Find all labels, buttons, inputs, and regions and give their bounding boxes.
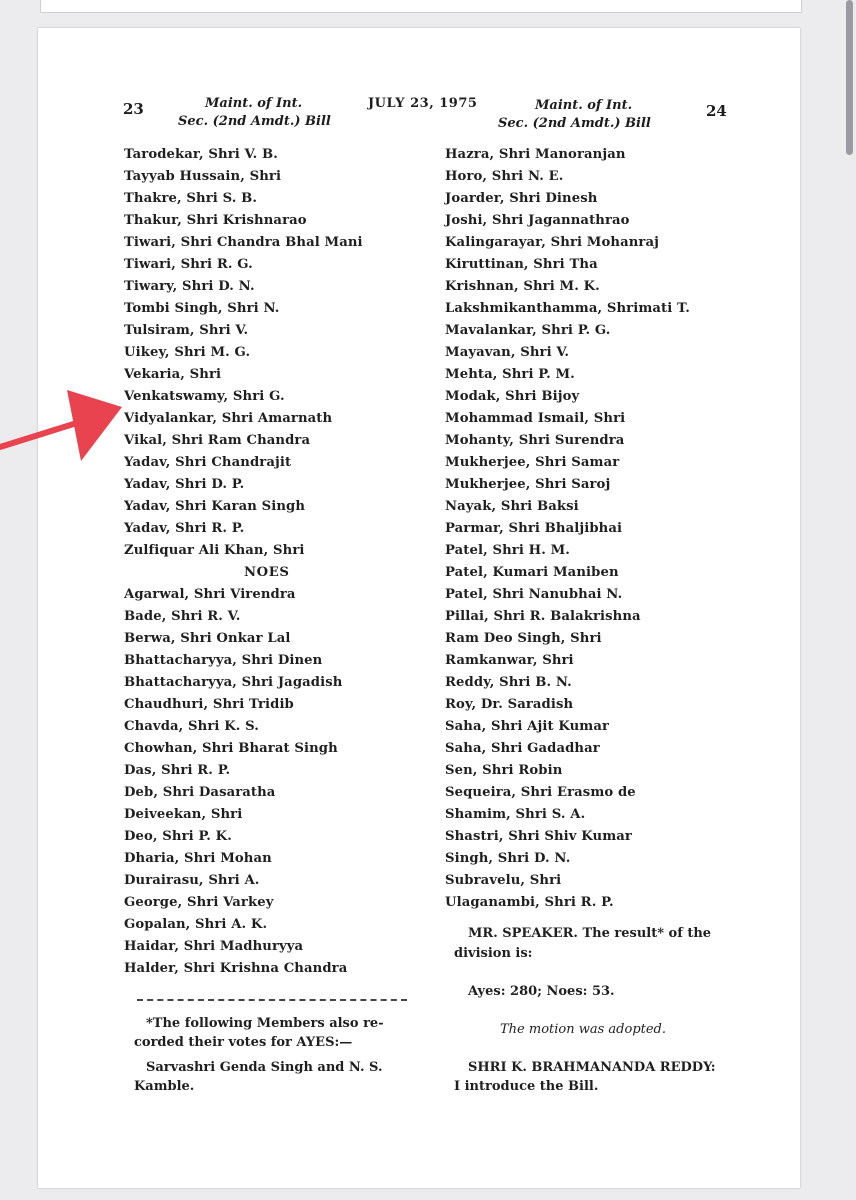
list-item: Reddy, Shri B. N.	[445, 675, 572, 690]
list-item-highlighted: Vidyalankar, Shri Amarnath	[124, 411, 333, 426]
page-number-right: 24	[706, 102, 727, 120]
list-item: Haidar, Shri Madhuryya	[124, 939, 304, 954]
list-item: Mavalankar, Shri P. G.	[445, 323, 611, 338]
list-item: Kiruttinan, Shri Tha	[445, 257, 598, 272]
footnote-rule	[137, 999, 407, 1001]
list-item: Sequeira, Shri Erasmo de	[445, 785, 636, 800]
list-item: Gopalan, Shri A. K.	[124, 917, 268, 932]
list-item: Deb, Shri Dasaratha	[124, 785, 276, 800]
list-item: Shamim, Shri S. A.	[445, 807, 586, 822]
list-item: Krishnan, Shri M. K.	[445, 279, 600, 294]
footnote-line-4: Kamble.	[134, 1079, 195, 1094]
list-item: Vikal, Shri Ram Chandra	[124, 433, 311, 448]
red-arrow-annotation	[0, 385, 130, 465]
header-title-left: Maint. of Int.	[205, 96, 303, 111]
list-item: Venkatswamy, Shri G.	[124, 389, 285, 404]
list-item: Hazra, Shri Manoranjan	[445, 147, 626, 162]
list-item: Joarder, Shri Dinesh	[445, 191, 598, 206]
list-item: Roy, Dr. Saradish	[445, 697, 574, 712]
reddy-line-2: I introduce the Bill.	[454, 1079, 599, 1094]
list-item: Yadav, Shri R. P.	[124, 521, 245, 536]
noes-heading: NOES	[244, 565, 290, 580]
list-item: Patel, Shri H. M.	[445, 543, 570, 558]
header-title-right: Maint. of Int.	[535, 98, 633, 113]
list-item: Chowhan, Shri Bharat Singh	[124, 741, 338, 756]
right-name-column	[445, 144, 690, 914]
previous-page-edge	[40, 0, 802, 13]
list-item: Berwa, Shri Onkar Lal	[124, 631, 291, 646]
list-item: Subravelu, Shri	[445, 873, 562, 888]
list-item: Mohammad Ismail, Shri	[445, 411, 626, 426]
arrow-shaft	[0, 422, 80, 447]
header-subtitle-left: Sec. (2nd Amdt.) Bill	[178, 114, 331, 129]
scrollbar-thumb[interactable]	[846, 0, 853, 155]
list-item: Ram Deo Singh, Shri	[445, 631, 602, 646]
reddy-line-1: SHRI K. BRAHMANANDA REDDY:	[468, 1060, 716, 1075]
list-item: Singh, Shri D. N.	[445, 851, 571, 866]
list-item: Tayyab Hussain, Shri	[124, 169, 282, 184]
header-date: JULY 23, 1975	[368, 96, 478, 111]
scrollbar[interactable]	[846, 0, 853, 1200]
list-item: Halder, Shri Krishna Chandra	[124, 961, 348, 976]
list-item: Sen, Shri Robin	[445, 763, 563, 778]
list-item: Tiwary, Shri D. N.	[124, 279, 255, 294]
footnote-line-3: Sarvashri Genda Singh and N. S.	[146, 1060, 383, 1075]
list-item: Chaudhuri, Shri Tridib	[124, 697, 294, 712]
list-item: Nayak, Shri Baksi	[445, 499, 579, 514]
list-item: Tiwari, Shri Chandra Bhal Mani	[124, 235, 363, 250]
list-item: Patel, Shri Nanubhai N.	[445, 587, 623, 602]
list-item: Kalingarayar, Shri Mohanraj	[445, 235, 659, 250]
list-item: Mukherjee, Shri Saroj	[445, 477, 611, 492]
list-item: George, Shri Varkey	[124, 895, 274, 910]
list-item: Parmar, Shri Bhaljibhai	[445, 521, 623, 536]
header-subtitle-right: Sec. (2nd Amdt.) Bill	[498, 116, 651, 131]
list-item: Mayavan, Shri V.	[445, 345, 570, 360]
list-item: Tiwari, Shri R. G.	[124, 257, 253, 272]
list-item: Durairasu, Shri A.	[124, 873, 260, 888]
list-item: Deo, Shri P. K.	[124, 829, 232, 844]
list-item: Vekaria, Shri	[124, 367, 222, 382]
list-item: Modak, Shri Bijoy	[445, 389, 580, 404]
list-item: Yadav, Shri Karan Singh	[124, 499, 306, 514]
list-item: Agarwal, Shri Virendra	[124, 587, 296, 602]
speaker-line-2: division is:	[454, 946, 533, 961]
list-item: Shastri, Shri Shiv Kumar	[445, 829, 632, 844]
list-item: Ulaganambi, Shri R. P.	[445, 895, 614, 910]
list-item: Bhattacharyya, Shri Jagadish	[124, 675, 343, 690]
list-item: Yadav, Shri Chandrajit	[124, 455, 292, 470]
speaker-line-1: MR. SPEAKER. The result* of the	[468, 926, 712, 941]
motion-adopted: The motion was adopted.	[500, 1022, 667, 1037]
list-item: Tulsiram, Shri V.	[124, 323, 249, 338]
left-name-column	[124, 144, 363, 980]
list-item: Bhattacharyya, Shri Dinen	[124, 653, 323, 668]
arrow-head	[67, 390, 122, 461]
list-item: Joshi, Shri Jagannathrao	[445, 213, 630, 228]
list-item: Zulfiquar Ali Khan, Shri	[124, 543, 305, 558]
list-item: Horo, Shri N. E.	[445, 169, 564, 184]
footnote-line-1: *The following Members also re-	[146, 1016, 384, 1031]
list-item: Das, Shri R. P.	[124, 763, 231, 778]
list-item: Bade, Shri R. V.	[124, 609, 241, 624]
list-item: Uikey, Shri M. G.	[124, 345, 251, 360]
list-item: Deiveekan, Shri	[124, 807, 243, 822]
list-item: Patel, Kumari Maniben	[445, 565, 619, 580]
list-item: Ramkanwar, Shri	[445, 653, 574, 668]
footnote-line-2: corded their votes for AYES:—	[134, 1035, 353, 1050]
list-item: Mohanty, Shri Surendra	[445, 433, 625, 448]
list-item: Lakshmikanthamma, Shrimati T.	[445, 301, 690, 316]
list-item: Thakur, Shri Krishnarao	[124, 213, 307, 228]
division-result: Ayes: 280; Noes: 53.	[468, 984, 615, 999]
list-item: Dharia, Shri Mohan	[124, 851, 272, 866]
list-item: Mehta, Shri P. M.	[445, 367, 575, 382]
list-item: Saha, Shri Ajit Kumar	[445, 719, 610, 734]
list-item: Saha, Shri Gadadhar	[445, 741, 600, 756]
list-item: Yadav, Shri D. P.	[124, 477, 245, 492]
page-number-left: 23	[123, 100, 144, 118]
list-item: Thakre, Shri S. B.	[124, 191, 258, 206]
list-item: Tarodekar, Shri V. B.	[124, 147, 278, 162]
list-item: Tombi Singh, Shri N.	[124, 301, 280, 316]
list-item: Pillai, Shri R. Balakrishna	[445, 609, 641, 624]
list-item: Mukherjee, Shri Samar	[445, 455, 620, 470]
list-item: Chavda, Shri K. S.	[124, 719, 259, 734]
